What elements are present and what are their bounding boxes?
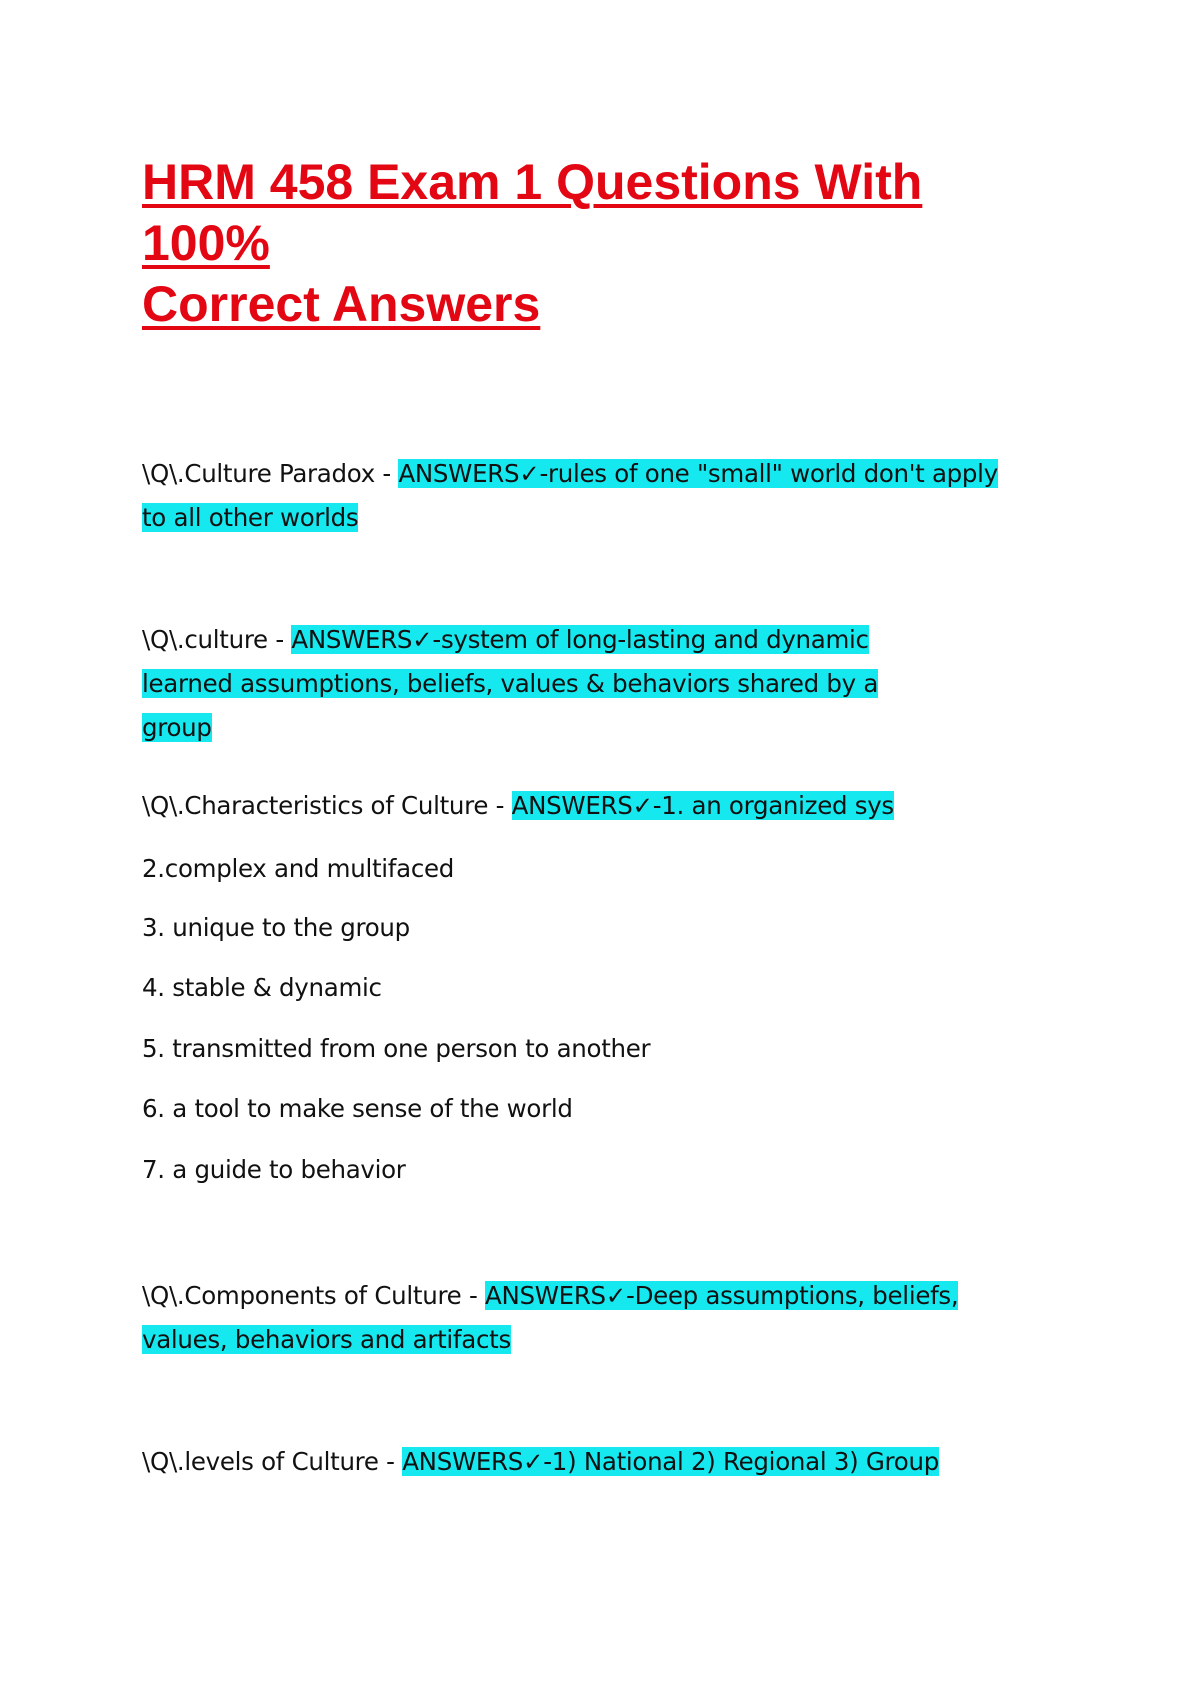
answer-highlight: ANSWERS✓-rules of one "small" world don't apply to all other worlds [142, 459, 998, 532]
characteristic-item-6: 6. a tool to make sense of the world [142, 1094, 573, 1123]
question-text: \Q\.Characteristics of Culture - [142, 791, 512, 820]
question-text: \Q\.Components of Culture - [142, 1281, 485, 1310]
title-line-2: Correct Answers [142, 276, 541, 332]
title-line-1: HRM 458 Exam 1 Questions With 100% [142, 154, 923, 271]
question-text: \Q\.Culture Paradox - [142, 459, 399, 488]
question-text: \Q\.levels of Culture - [142, 1447, 403, 1476]
qa-entry-levels-of-culture [142, 1440, 1042, 1484]
characteristic-item-3: 3. unique to the group [142, 913, 410, 942]
answer-highlight: ANSWERS✓-Deep assumptions, beliefs, values, behaviors and artifacts [142, 1281, 959, 1354]
qa-entry-culture-paradox [142, 452, 1022, 540]
document-title [142, 152, 1042, 335]
characteristic-item-7: 7. a guide to behavior [142, 1155, 406, 1184]
qa-entry-culture [142, 618, 932, 750]
characteristic-item-5: 5. transmitted from one person to another [142, 1034, 651, 1063]
answer-highlight: ANSWERS✓-1. an organized sys [511, 791, 894, 820]
answer-highlight: ANSWERS✓-1) National 2) Regional 3) Group [402, 1447, 939, 1476]
answer-highlight: ANSWERS✓-system of long-lasting and dynamic learned assumptions, beliefs, values & behaviors shared by a group [142, 625, 879, 742]
qa-entry-components-of-culture [142, 1274, 1007, 1362]
characteristic-item-4: 4. stable & dynamic [142, 973, 382, 1002]
qa-entry-characteristics-of-culture [142, 784, 1042, 828]
question-text: \Q\.culture - [142, 625, 292, 654]
characteristic-item-2: 2.complex and multifaced [142, 854, 455, 883]
